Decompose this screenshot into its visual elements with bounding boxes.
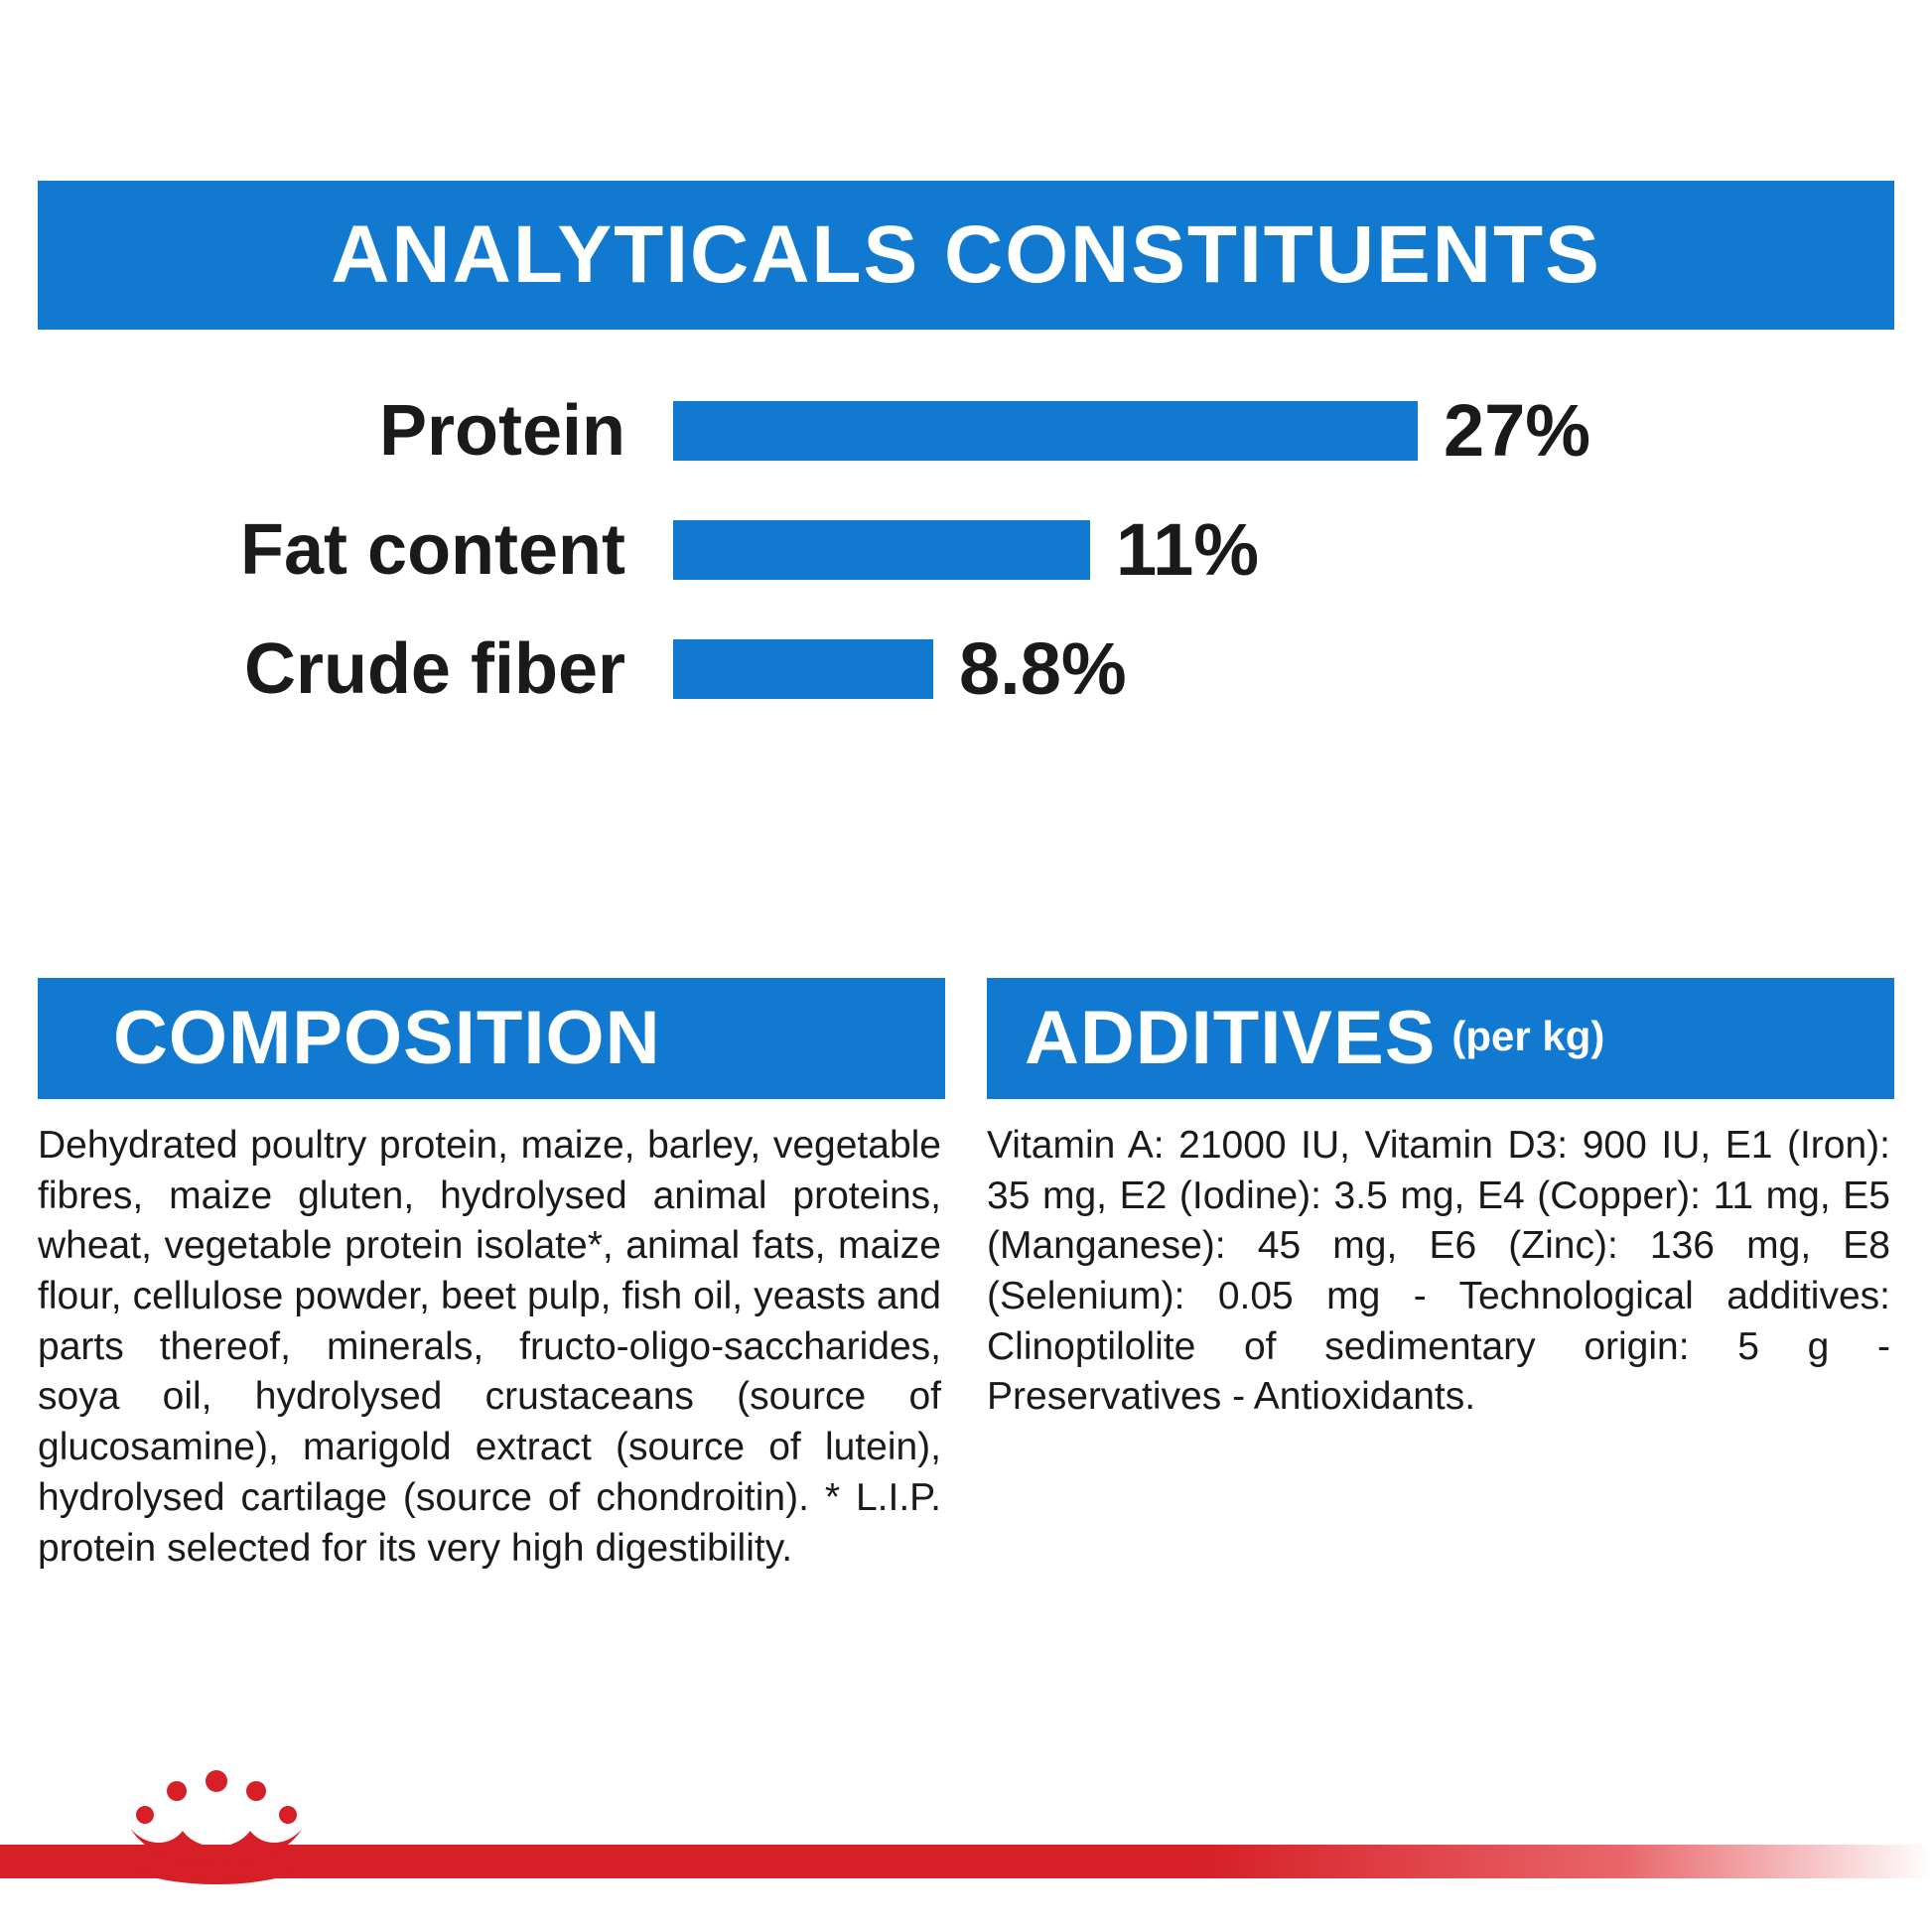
bar-label-crude-fiber: Crude fiber — [243, 629, 625, 709]
bar-track-crude-fiber — [673, 627, 1894, 710]
bar-track-fat-content — [673, 508, 1894, 591]
analyticals-bar-chart — [38, 371, 1894, 729]
bar-value-fat-content: 11% — [1116, 508, 1260, 591]
bar-row — [117, 490, 1894, 610]
additives-header-band — [987, 978, 1894, 1099]
bar-fill-fat-content — [673, 520, 1090, 580]
additives-subtitle: (per kg) — [1451, 1013, 1605, 1059]
bar-row — [117, 371, 1894, 490]
additives-title: ADDITIVES — [1025, 996, 1437, 1080]
analyticals-constituents-section — [38, 181, 1894, 729]
bar-label-protein: Protein — [378, 391, 625, 471]
bar-value-protein: 27% — [1444, 389, 1591, 472]
analyticals-title: ANALYTICALS CONSTITUENTS — [331, 209, 1601, 300]
details-columns — [38, 978, 1894, 1574]
crown-icon — [117, 1769, 316, 1886]
brand-footer — [0, 1743, 1932, 1932]
bar-row — [117, 610, 1894, 729]
bar-fill-protein — [673, 401, 1418, 461]
bar-fill-crude-fiber — [673, 639, 933, 699]
additives-text: Vitamin A: 21000 IU, Vitamin D3: 900 IU, E1 (Iron): 35 mg, E2 (Iodine): 3.5 mg, E4 (Copper): 11 mg, E5 (Manganese): 45 mg, E6 (Zinc): 136 mg, E8 (Selenium): 0.05 mg - Technological additives: Clinoptilolite of sedimentary origin: 5 g - Preservatives - Antioxidants. — [987, 1124, 1890, 1419]
bar-value-crude-fiber: 8.8% — [959, 627, 1127, 710]
bar-track-protein — [673, 389, 1894, 472]
composition-title: COMPOSITION — [113, 996, 661, 1080]
analyticals-header-band — [38, 181, 1894, 330]
additives-section — [987, 978, 1894, 1574]
composition-text: Dehydrated poultry protein, maize, barley, vegetable fibres, maize gluten, hydrolysed animal proteins, wheat, vegetable protein isolate*, animal fats, maize flour, cellulose powder, beet pulp, fish oil, yeasts and parts thereof, minerals, fructo-oligo-saccharides, soya oil, hydrolysed crustaceans (source of glucosamine), marigold extract (source of lutein), hydrolysed cartilage (source of chondroitin). * L.I.P. protein selected for its very high digestibility. — [38, 1124, 941, 1570]
composition-section — [38, 978, 945, 1574]
composition-header-band — [38, 978, 945, 1099]
bar-label-fat-content: Fat content — [240, 510, 625, 590]
